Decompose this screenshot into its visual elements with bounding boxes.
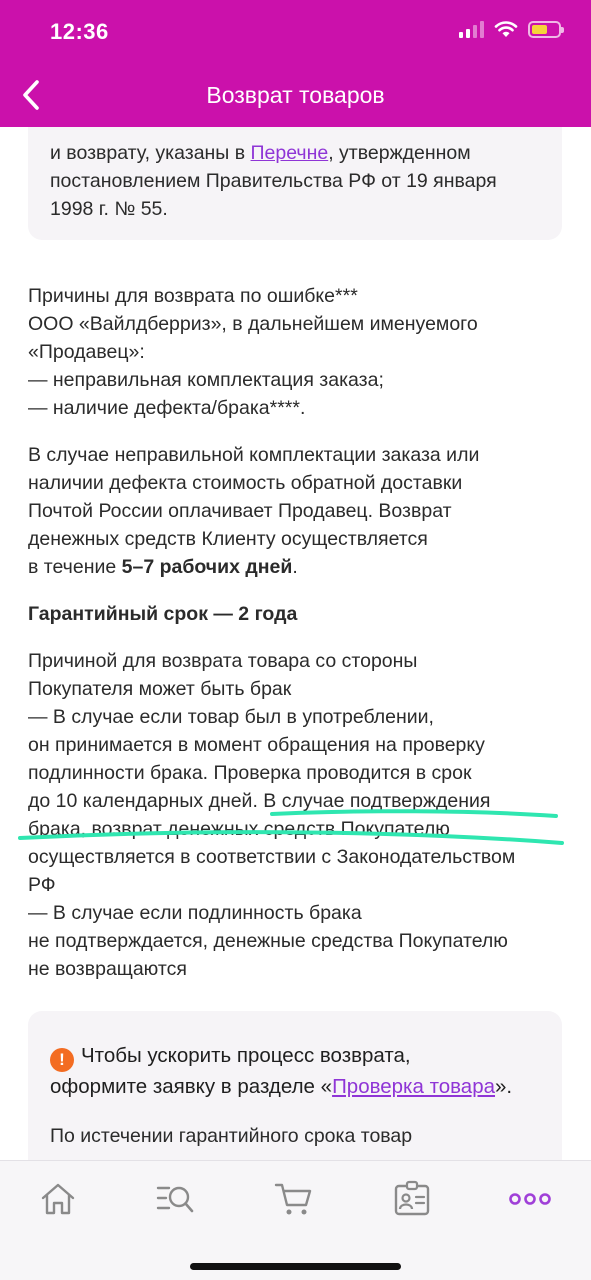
navigation-bar — [0, 70, 591, 120]
battery-icon — [528, 21, 561, 38]
return-tip-card — [28, 1011, 562, 1160]
cart-icon — [273, 1180, 313, 1218]
cellular-signal-icon — [459, 20, 484, 38]
tab-profile[interactable] — [390, 1179, 434, 1219]
tab-home[interactable] — [36, 1179, 80, 1219]
return-period: 5–7 рабочих дней — [121, 556, 293, 578]
product-check-link[interactable]: Проверка товара — [332, 1075, 496, 1098]
status-time: 12:36 — [50, 19, 109, 44]
tab-search[interactable] — [153, 1179, 197, 1219]
return-tip-text: ! Чтобы ускорить процесс возврата, оформите заявку в разделе «Проверка товара». — [50, 1044, 513, 1098]
tab-more[interactable] — [508, 1179, 552, 1219]
return-reasons-text: Причины для возврата по ошибке*** ООО «Вайлдберриз», в дальнейшем именуемого «Продавец»: — неправильная комплектация заказа; — наличие дефекта/брака****. — [28, 285, 478, 419]
status-icons — [459, 20, 561, 38]
profile-icon — [392, 1180, 432, 1218]
legal-text: и возврату, указаны в Перечне, утвержденном постановлением Правительства РФ от 19 января 1998 г. № 55. — [50, 142, 497, 220]
home-icon — [39, 1181, 77, 1217]
return-delivery-text: В случае неправильной комплектации заказа или наличии дефекта стоимость обратной доставки Почтой России оплачивает Продавец. Возврат денежных средств Клиенту осуществляется в течение 5–7 рабочих дней. — [28, 444, 480, 578]
tab-bar — [0, 1160, 591, 1280]
content-scroll[interactable] — [0, 127, 591, 1160]
page-title: Возврат товаров — [206, 82, 385, 108]
more-icon — [508, 1189, 552, 1209]
search-icon — [155, 1181, 195, 1217]
warranty-text: Причиной для возврата товара со стороны Покупателя может быть брак — В случае если товар был в употреблении, он принимается в момент обращения на проверку подлинности брака. Проверка проводится в срок до 10 календарных дней. В случае подтверждения брака, возврат денежных средств Покупателю осуществляется в соответствии с Законодательством РФ — В случае если подлинность брака не подтверждается, денежные средства Покупателю не возвращаются — [28, 650, 516, 980]
tab-cart[interactable] — [271, 1179, 315, 1219]
warranty-expiry-text: По истечении гарантийного срока товар — [50, 1125, 413, 1147]
home-indicator — [190, 1263, 401, 1270]
list-link[interactable]: Перечне — [250, 142, 329, 164]
legal-info-card — [28, 127, 562, 240]
app-header — [0, 0, 591, 127]
warranty-heading: Гарантийный срок — 2 года — [28, 603, 298, 625]
wifi-icon — [494, 20, 518, 38]
warning-icon: ! — [50, 1048, 74, 1072]
